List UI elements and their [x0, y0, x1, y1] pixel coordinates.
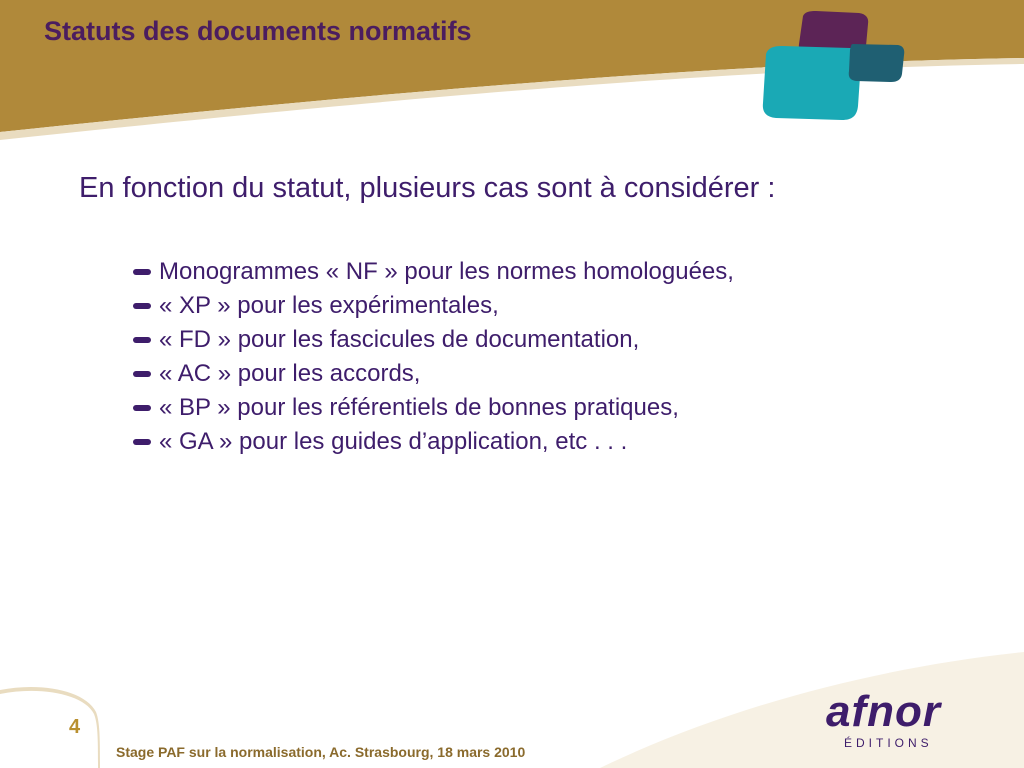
footer-text: Stage PAF sur la normalisation, Ac. Strasbourg, 18 mars 2010 — [116, 744, 526, 760]
bullet-text: Monogrammes « NF » pour les normes homologuées, — [159, 258, 734, 285]
list-item — [133, 425, 734, 459]
list-item — [133, 323, 734, 357]
bullet-text: « GA » pour les guides d’application, etc . . . — [159, 428, 628, 455]
page-title: Statuts des documents normatifs — [44, 16, 472, 46]
afnor-shapes-icon — [756, 10, 906, 125]
subtitle: En fonction du statut, plusieurs cas sont à considérer : — [79, 172, 776, 204]
afnor-logo — [826, 687, 941, 750]
brand-name: afnor — [826, 687, 941, 736]
dash-bullet-icon — [133, 337, 151, 343]
list-item — [133, 357, 734, 391]
bullet-text: « FD » pour les fascicules de documentation, — [159, 326, 640, 353]
dash-bullet-icon — [133, 439, 151, 445]
slide-number: 4 — [69, 716, 81, 738]
brand-subtitle: ÉDITIONS — [844, 736, 933, 750]
bullet-list — [133, 255, 734, 459]
list-item — [133, 289, 734, 323]
list-item — [133, 255, 734, 289]
bullet-text: « AC » pour les accords, — [159, 360, 421, 387]
bullet-text: « BP » pour les référentiels de bonnes pratiques, — [159, 394, 679, 421]
dash-bullet-icon — [133, 303, 151, 309]
dash-bullet-icon — [133, 269, 151, 275]
list-item — [133, 391, 734, 425]
bullet-text: « XP » pour les expérimentales, — [159, 292, 499, 319]
dash-bullet-icon — [133, 405, 151, 411]
dash-bullet-icon — [133, 371, 151, 377]
